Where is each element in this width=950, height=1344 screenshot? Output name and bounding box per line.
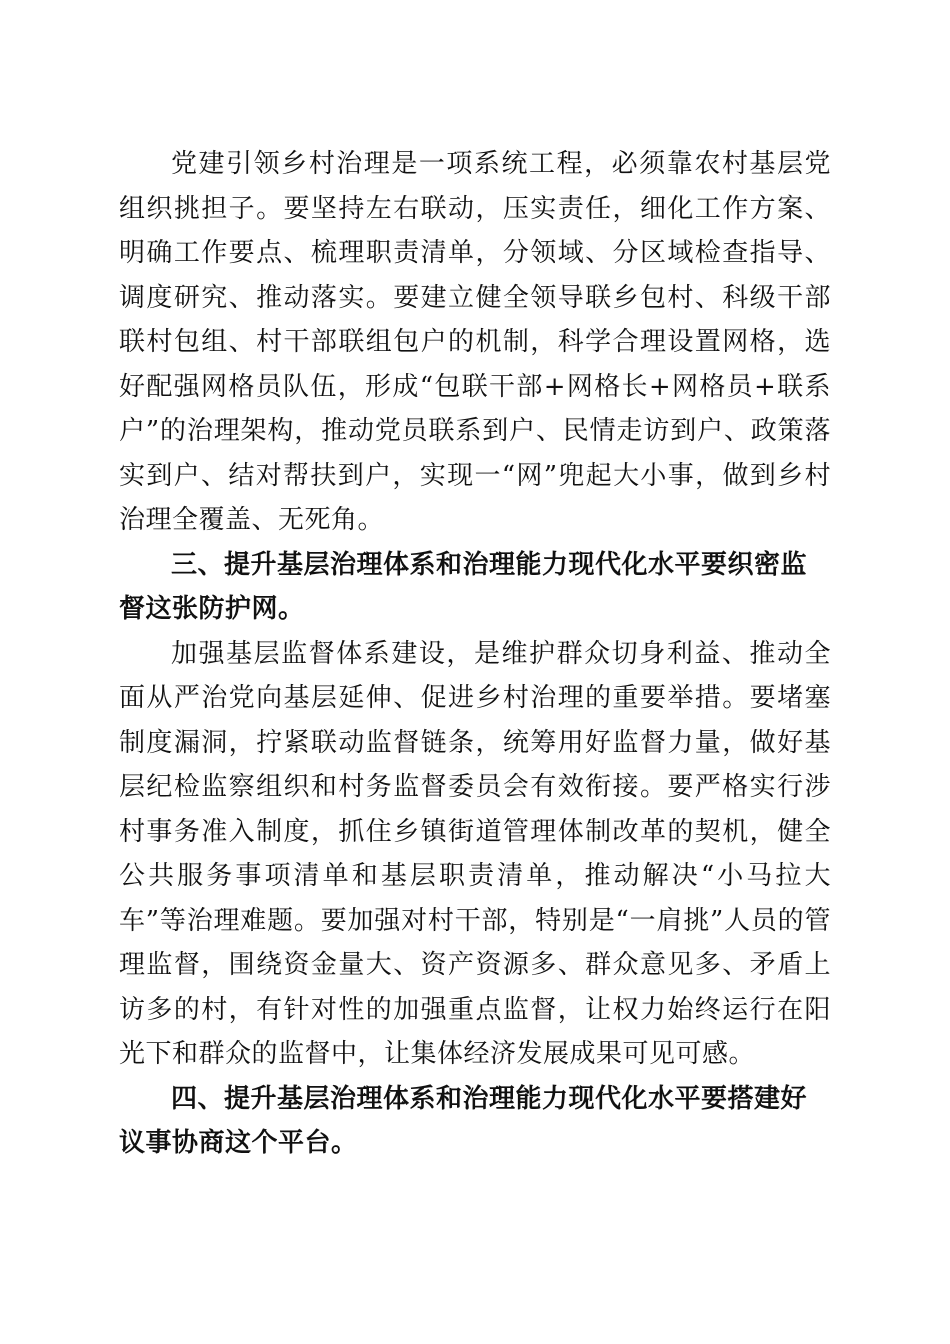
- section-heading-four: 四、提升基层治理体系和治理能力现代化水平要搭建好议事协商这个平台。: [119, 1083, 808, 1158]
- paragraph-party-building-governance: 党建引领乡村治理是一项系统工程，必须靠农村基层党组织挑担子。要坚持左右联动，压实责任，细化工作方案、明确工作要点、梳理职责清单，分领域、分区域检查指导、调度研究、推动落实。要建立健全领导联乡包村、科级干部联村包组、村干部联组包户的机制，科学合理设置网格，选好配强网格员队伍，形成“包联干部+网格长+网格员+联系户”的治理架构，推动党员联系到户、民情走访到户、政策落实到户、结对帮扶到户，实现一“网”兜起大小事，做到乡村治理全覆盖、无死角。: [119, 149, 831, 535]
- paragraph-supervision-system: 加强基层监督体系建设，是维护群众切身利益、推动全面从严治党向基层延伸、促进乡村治理的重要举措。要堵塞制度漏洞，拧紧联动监督链条，统筹用好监督力量，做好基层纪检监察组织和村务监督委员会有效衔接。要严格实行涉村事务准入制度，抓住乡镇街道管理体制改革的契机，健全公共服务事项清单和基层职责清单，推动解决“小马拉大车”等治理难题。要加强对村干部，特别是“一肩挑”人员的管理监督，围绕资金量大、资产资源多、群众意见多、矛盾上访多的村，有针对性的加强重点监督，让权力始终运行在阳光下和群众的监督中，让集体经济发展成果可见可感。: [119, 638, 831, 1069]
- document-body: [119, 142, 831, 1166]
- section-heading-three: 三、提升基层治理体系和治理能力现代化水平要织密监督这张防护网。: [119, 549, 808, 624]
